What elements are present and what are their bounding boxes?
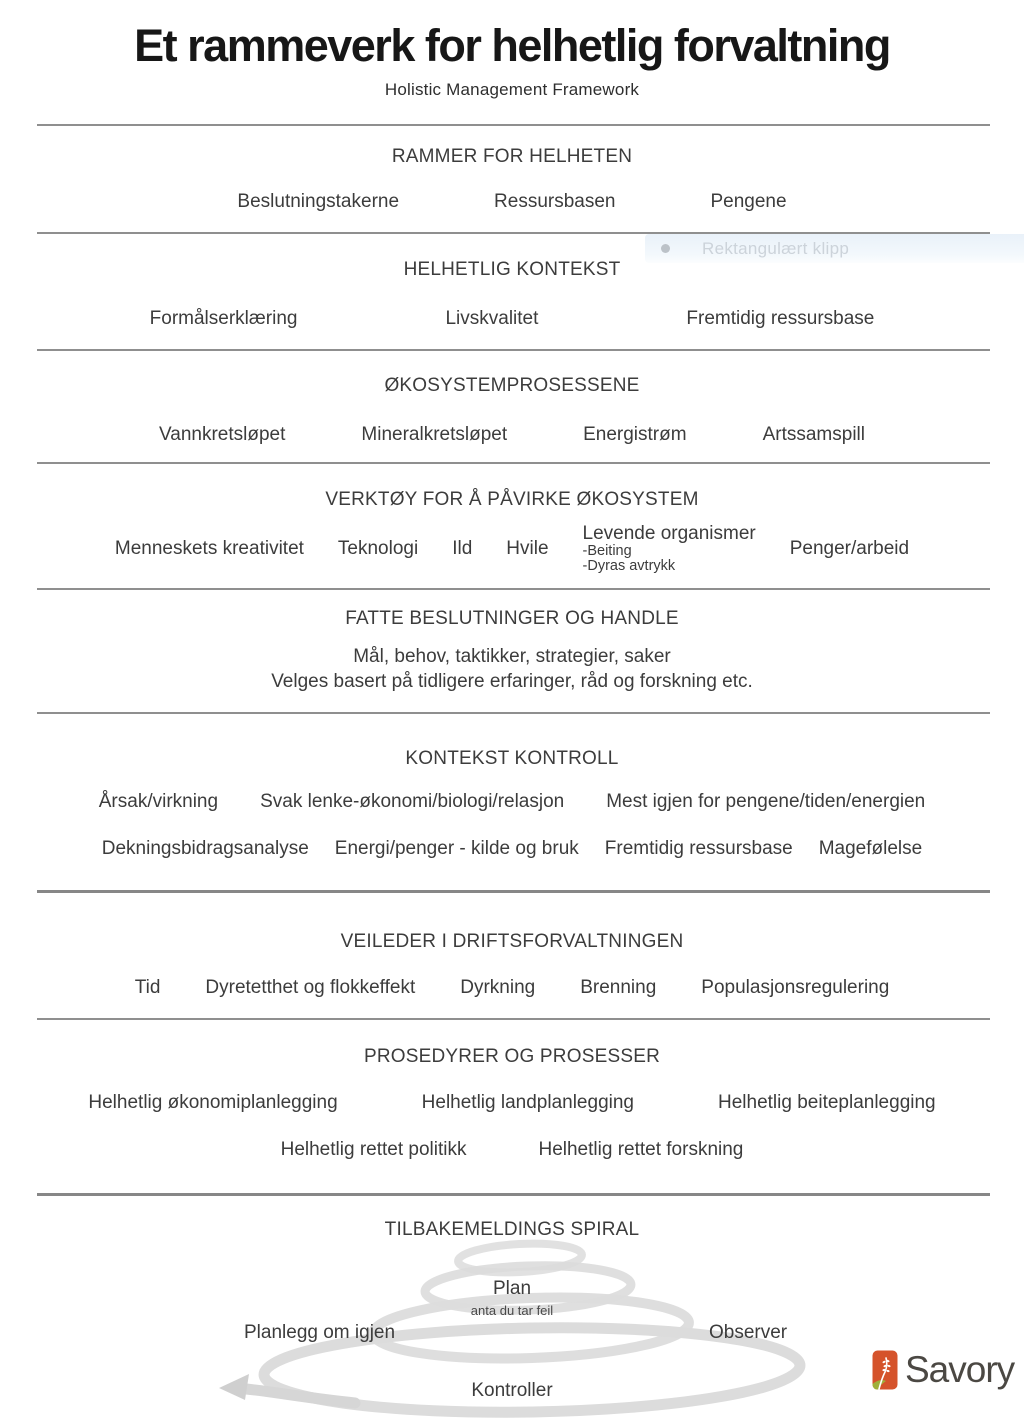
veileder-item: Populasjonsregulering [701, 977, 890, 998]
okosystem-row [0, 424, 1024, 446]
section-heading-kontekst: HELHETLIG KONTEKST [403, 259, 621, 280]
section-heading-prosedyrer: PROSEDYRER OG PROSESSER [363, 1046, 660, 1067]
prosedyrer-item: Helhetlig økonomiplanlegging [88, 1092, 338, 1113]
kontroll-item: Magefølelse [818, 838, 923, 859]
kontroll-item: Fremtidig ressursbase [604, 838, 793, 859]
levende-sub: -Beiting [582, 542, 632, 559]
section-divider [37, 1193, 990, 1196]
okosystem-item: Artssamspill [762, 424, 865, 445]
kontroll-row-2 [0, 838, 1024, 860]
veileder-item: Brenning [580, 977, 657, 998]
verktoy-item: Ild [452, 538, 473, 559]
section-heading-veileder: VEILEDER I DRIFTSFORVALTNINGEN [340, 931, 684, 952]
section-heading-kontroll: KONTEKST KONTROLL [405, 748, 619, 769]
section-heading-fatte: FATTE BESLUTNINGER OG HANDLE [345, 608, 679, 629]
prosedyrer-row-2 [0, 1139, 1024, 1161]
kontroll-row-1 [0, 791, 1024, 813]
prosedyrer-item: Helhetlig rettet forskning [538, 1139, 744, 1160]
section-heading-okosystem: ØKOSYSTEMPROSESSENE [384, 375, 640, 396]
kontroll-item: Mest igjen for pengene/tiden/energien [606, 791, 926, 812]
section-divider [37, 462, 990, 464]
kontroll-item: Dekningsbidragsanalyse [101, 838, 309, 859]
levende-title: Levende organismer [582, 522, 756, 544]
section-divider [37, 349, 990, 351]
spiral-label-observer: Observer [709, 1322, 788, 1343]
prosedyrer-row-1 [0, 1092, 1024, 1114]
savory-logo [872, 1349, 1014, 1391]
spiral-note: anta du tar feil [470, 1303, 554, 1318]
rammer-row [0, 191, 1024, 213]
okosystem-item: Energistrøm [583, 424, 687, 445]
okosystem-item: Mineralkretsløpet [361, 424, 508, 445]
veileder-item: Dyretetthet og flokkeffekt [205, 977, 416, 998]
veileder-item: Tid [134, 977, 161, 998]
rammer-item: Pengene [710, 191, 787, 212]
rammer-item: Ressursbasen [494, 191, 616, 212]
section-heading-spiral: TILBAKEMELDINGS SPIRAL [384, 1219, 640, 1240]
verktoy-row [0, 518, 1024, 580]
prosedyrer-item: Helhetlig rettet politikk [280, 1139, 467, 1160]
kontekst-row [0, 308, 1024, 330]
verktoy-item: Hvile [506, 538, 549, 559]
rammer-item: Beslutningstakerne [237, 191, 400, 212]
verktoy-item: Menneskets kreativitet [114, 538, 304, 559]
snip-mode-icon [661, 244, 670, 253]
fatte-line: Velges basert på tidligere erfaringer, råd og forskning etc. [271, 671, 753, 692]
spiral-label-replan: Planlegg om igjen [244, 1322, 396, 1343]
page-subtitle: Holistic Management Framework [384, 80, 640, 99]
veileder-row [0, 977, 1024, 999]
section-divider [37, 588, 990, 590]
savory-logo-text: Savory [905, 1349, 1015, 1390]
kontroll-item: Svak lenke-økonomi/biologi/relasjon [260, 791, 565, 812]
fatte-line: Mål, behov, taktikker, strategier, saker [353, 646, 671, 667]
verktoy-item: Penger/arbeid [789, 538, 910, 559]
section-divider [37, 1018, 990, 1020]
kontekst-item: Formålserklæring [149, 308, 298, 329]
kontroll-item: Årsak/virkning [98, 791, 219, 812]
section-divider [37, 712, 990, 714]
kontekst-item: Livskvalitet [445, 308, 539, 329]
verktoy-item-levende-organismer [583, 524, 756, 574]
veileder-item: Dyrkning [460, 977, 536, 998]
spiral-label-plan: Plan [492, 1278, 532, 1299]
section-divider [37, 890, 990, 893]
snip-mode-label: Rektangulært klipp [702, 238, 850, 258]
prosedyrer-item: Helhetlig beiteplanlegging [718, 1092, 936, 1113]
spiral-label-kontroller: Kontroller [471, 1380, 553, 1401]
verktoy-item: Teknologi [337, 538, 419, 559]
section-divider [37, 124, 990, 126]
kontekst-item: Fremtidig ressursbase [686, 308, 875, 329]
okosystem-item: Vannkretsløpet [159, 424, 286, 445]
levende-sub: -Dyras avtrykk [582, 557, 676, 574]
prosedyrer-item: Helhetlig landplanlegging [421, 1092, 634, 1113]
savory-logo-icon [872, 1350, 898, 1390]
section-heading-rammer: RAMMER FOR HELHETEN [391, 146, 633, 167]
kontroll-item: Energi/penger - kilde og bruk [334, 838, 579, 859]
section-heading-verktoy: VERKTØY FOR Å PÅVIRKE ØKOSYSTEM [325, 489, 699, 510]
page-title: Et rammeverk for helhetlig forvaltning [134, 20, 890, 71]
